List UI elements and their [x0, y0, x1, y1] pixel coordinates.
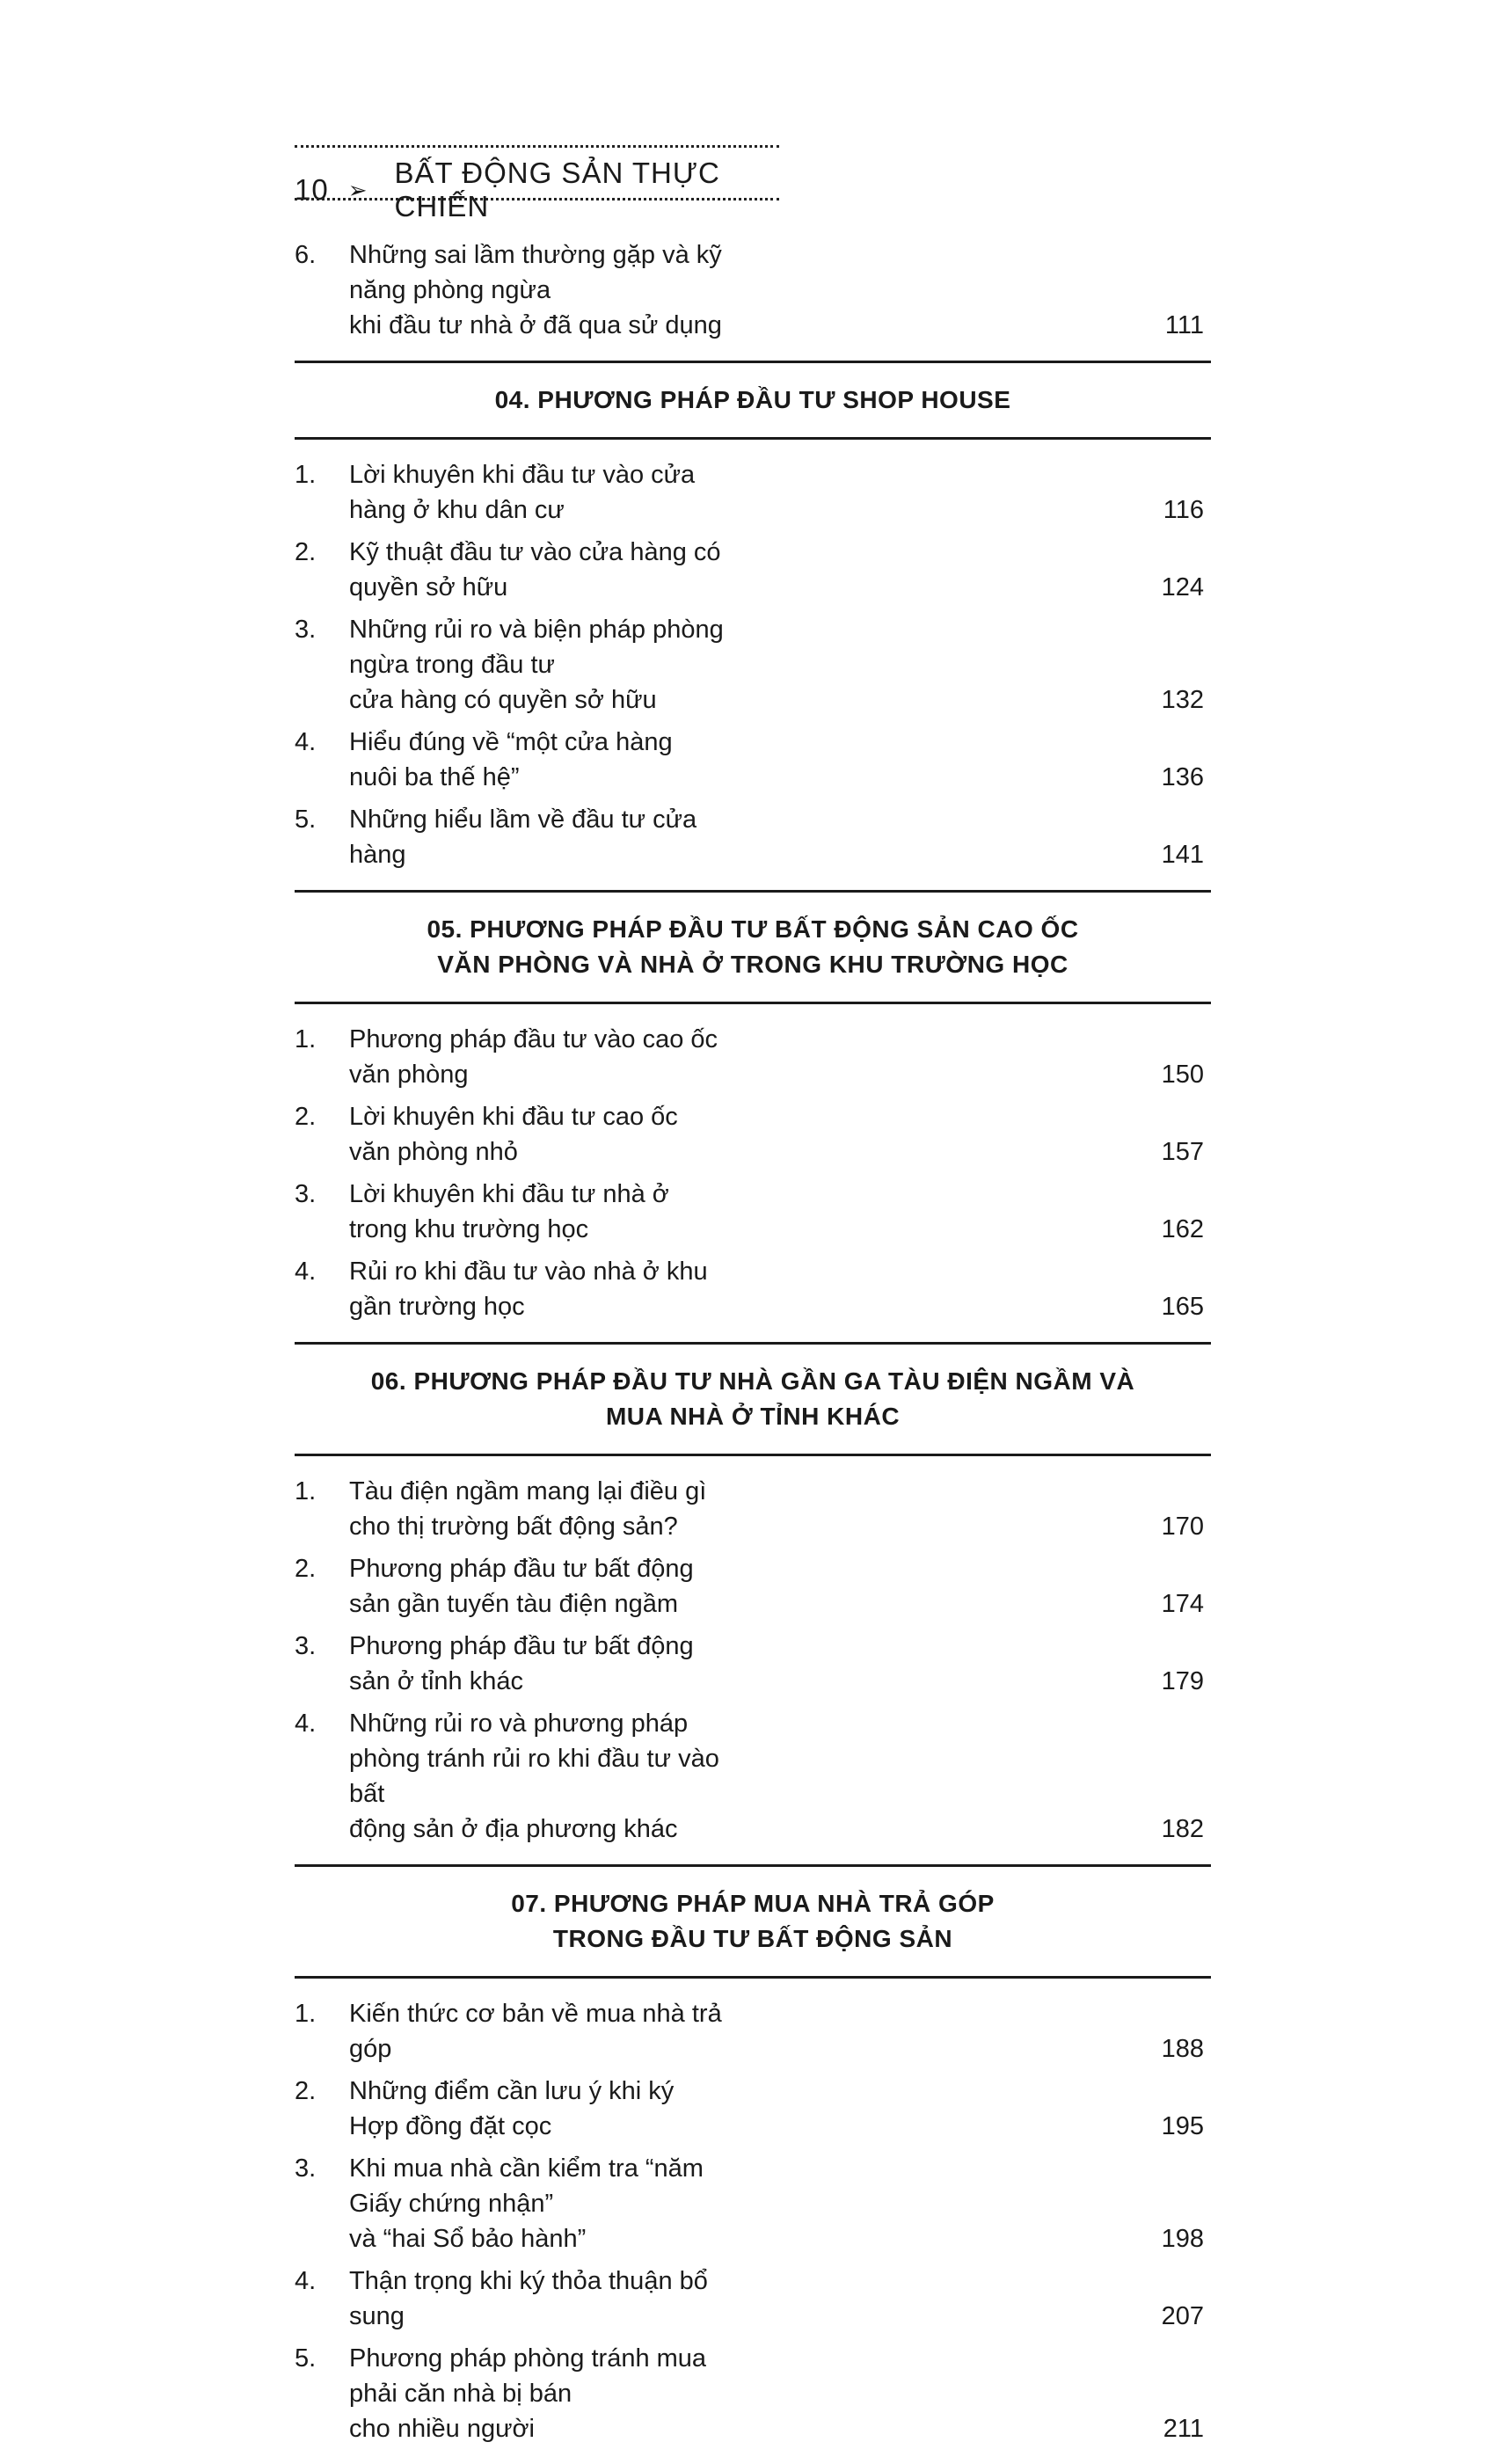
- header-divider: [295, 198, 779, 200]
- entry-number: 4.: [295, 1709, 317, 1738]
- entry-number: 3.: [295, 1632, 317, 1660]
- entry-title: [349, 1996, 750, 2067]
- intro-list: [295, 237, 1211, 361]
- entry-title-line: Phương pháp đầu tư bất động sản gần tuyến tàu điện ngầm: [349, 1555, 694, 1618]
- entry-title: [349, 802, 750, 872]
- chapter-divider: [295, 1342, 1211, 1345]
- toc-entry[interactable]: [295, 1551, 1211, 1622]
- entry-title: [349, 612, 750, 718]
- entry-page: 150: [1161, 1061, 1204, 1089]
- entry-page: 188: [1161, 2035, 1204, 2063]
- entry-title: [349, 1706, 750, 1847]
- chapter-title[interactable]: [295, 1364, 1211, 1434]
- toc-entry[interactable]: [295, 2341, 1211, 2446]
- entry-title-line: Phương pháp đầu tư bất động sản ở tỉnh khác: [349, 1632, 694, 1695]
- entry-number: 5.: [295, 806, 317, 834]
- entry-page: 124: [1161, 573, 1204, 601]
- entry-number: 1.: [295, 2000, 317, 2028]
- entry-title-line: Những hiểu lầm về đầu tư cửa hàng: [349, 806, 697, 869]
- entry-page: 165: [1161, 1293, 1204, 1321]
- entry-number: 3.: [295, 2154, 317, 2183]
- chapter-entries: [295, 1456, 1211, 1864]
- entry-page: 157: [1161, 1138, 1204, 1166]
- entry-page: 162: [1161, 1215, 1204, 1243]
- entry-title-line: Khi mua nhà cần kiểm tra “năm Giấy chứng nhận”: [349, 2154, 704, 2218]
- entry-page: 207: [1161, 2302, 1204, 2330]
- entry-title-line: Rủi ro khi đầu tư vào nhà ở khu gần trường học: [349, 1258, 708, 1321]
- entry-title: [349, 1474, 750, 1544]
- page-number: 10: [295, 173, 329, 206]
- entry-number: 6.: [295, 241, 317, 269]
- arrow-icon: ➢: [347, 176, 368, 203]
- entry-title-line: Những điểm cần lưu ý khi ký Hợp đồng đặt cọc: [349, 2077, 675, 2140]
- entry-title-line: và “hai Sổ bảo hành”: [349, 2225, 587, 2253]
- toc-entry[interactable]: [295, 1177, 1211, 1247]
- chapter-title[interactable]: [295, 912, 1211, 982]
- chapter-title-line: 05. PHƯƠNG PHÁP ĐẦU TƯ BẤT ĐỘNG SẢN CAO ỐC: [427, 915, 1079, 943]
- entry-title-line: cửa hàng có quyền sở hữu: [349, 686, 657, 714]
- entry-title: [349, 1099, 750, 1170]
- entry-number: 2.: [295, 538, 317, 566]
- toc-entry[interactable]: [295, 2074, 1211, 2144]
- chapter-entries: [295, 440, 1211, 890]
- entry-title: [349, 1254, 750, 1324]
- entry-title-line: cho nhiều người: [349, 2415, 535, 2443]
- entry-page: 132: [1161, 686, 1204, 714]
- entry-title: [349, 1629, 750, 1699]
- toc-entry[interactable]: [295, 457, 1211, 528]
- entry-page: 174: [1161, 1590, 1204, 1618]
- entry-title: [349, 1177, 750, 1247]
- chapter-entries: [295, 1004, 1211, 1342]
- entry-title: [349, 2074, 750, 2144]
- toc-entry[interactable]: [295, 1474, 1211, 1544]
- chapter-title[interactable]: [295, 383, 1211, 418]
- entry-number: 1.: [295, 1025, 317, 1053]
- entry-number: 2.: [295, 2077, 317, 2105]
- entry-title: [349, 2341, 750, 2446]
- entry-number: 4.: [295, 728, 317, 756]
- table-of-contents: [295, 237, 1211, 2464]
- entry-title-line: Tàu điện ngầm mang lại điều gì cho thị trường bất động sản?: [349, 1477, 707, 1541]
- toc-entry[interactable]: [295, 802, 1211, 872]
- chapter-title-line: 04. PHƯƠNG PHÁP ĐẦU TƯ SHOP HOUSE: [494, 386, 1011, 413]
- toc-entry[interactable]: [295, 237, 1211, 343]
- entry-number: 3.: [295, 616, 317, 644]
- entry-title: [349, 1022, 750, 1092]
- toc-entry[interactable]: [295, 1706, 1211, 1847]
- entry-title-line: khi đầu tư nhà ở đã qua sử dụng: [349, 311, 722, 339]
- chapter-title-line: TRONG ĐẦU TƯ BẤT ĐỘNG SẢN: [552, 1925, 953, 1952]
- chapter-entries: [295, 1979, 1211, 2464]
- toc-entry[interactable]: [295, 1996, 1211, 2067]
- entry-number: 4.: [295, 2267, 317, 2295]
- toc-entry[interactable]: [295, 1099, 1211, 1170]
- entry-title-line: Phương pháp đầu tư vào cao ốc văn phòng: [349, 1025, 718, 1089]
- chapter-divider: [295, 361, 1211, 363]
- toc-entry[interactable]: [295, 725, 1211, 795]
- toc-entry[interactable]: [295, 2264, 1211, 2334]
- chapter-divider: [295, 890, 1211, 893]
- entry-title: [349, 725, 750, 795]
- entry-title: [349, 2151, 750, 2256]
- book-title: BẤT ĐỘNG SẢN THỰC CHIẾN: [394, 157, 720, 222]
- entry-title-line: Những rủi ro và biện pháp phòng ngừa trong đầu tư: [349, 616, 724, 679]
- entry-title-line: Thận trọng khi ký thỏa thuận bổ sung: [349, 2267, 708, 2330]
- entry-page: 179: [1161, 1667, 1204, 1695]
- entry-number: 4.: [295, 1258, 317, 1286]
- entry-page: 198: [1161, 2225, 1204, 2253]
- entry-page: 182: [1161, 1815, 1204, 1843]
- entry-number: 5.: [295, 2344, 317, 2373]
- entry-page: 170: [1161, 1513, 1204, 1541]
- toc-entry[interactable]: [295, 1254, 1211, 1324]
- entry-page: 136: [1161, 763, 1204, 791]
- chapter-title[interactable]: [295, 1886, 1211, 1957]
- entry-title-line: động sản ở địa phương khác: [349, 1815, 678, 1843]
- entry-title-line: Phương pháp phòng tránh mua phải căn nhà bị bán: [349, 2344, 707, 2408]
- entry-page: 116: [1163, 496, 1204, 524]
- entry-number: 1.: [295, 1477, 317, 1505]
- entry-title: [349, 535, 750, 605]
- toc-entry[interactable]: [295, 1629, 1211, 1699]
- entry-page: 141: [1161, 841, 1204, 869]
- chapters-container: [295, 361, 1211, 2464]
- entry-number: 2.: [295, 1555, 317, 1583]
- entry-title-line: Kiến thức cơ bản về mua nhà trả góp: [349, 2000, 722, 2063]
- entry-title: [349, 237, 750, 343]
- toc-entry[interactable]: [295, 1022, 1211, 1092]
- chapter-title-line: VĂN PHÒNG VÀ NHÀ Ở TRONG KHU TRƯỜNG HỌC: [437, 951, 1068, 978]
- toc-entry[interactable]: [295, 2151, 1211, 2256]
- entry-page: 111: [1164, 311, 1204, 339]
- toc-entry[interactable]: [295, 535, 1211, 605]
- chapter-divider: [295, 1864, 1211, 1867]
- entry-page: 195: [1161, 2112, 1204, 2140]
- entry-title-line: Lời khuyên khi đầu tư vào cửa hàng ở khu dân cư: [349, 461, 696, 524]
- entry-title: [349, 1551, 750, 1622]
- entry-number: 2.: [295, 1103, 317, 1131]
- entry-title-line: Những sai lầm thường gặp và kỹ năng phòng ngừa: [349, 241, 722, 304]
- entry-title: [349, 457, 750, 528]
- entry-page: 211: [1163, 2415, 1204, 2443]
- entry-number: 1.: [295, 461, 317, 489]
- entry-title-line: Kỹ thuật đầu tư vào cửa hàng có quyền sở hữu: [349, 538, 721, 601]
- entry-title-line: Những rủi ro và phương pháp phòng tránh rủi ro khi đầu tư vào bất: [349, 1709, 719, 1808]
- chapter-title-line: MUA NHÀ Ở TỈNH KHÁC: [605, 1403, 901, 1430]
- entry-title-line: Lời khuyên khi đầu tư cao ốc văn phòng nhỏ: [349, 1103, 678, 1166]
- running-header: [295, 145, 779, 223]
- entry-title-line: Lời khuyên khi đầu tư nhà ở trong khu trường học: [349, 1180, 669, 1243]
- chapter-title-line: 06. PHƯƠNG PHÁP ĐẦU TƯ NHÀ GẦN GA TÀU ĐIỆN NGẦM VÀ: [370, 1367, 1135, 1395]
- entry-title: [349, 2264, 750, 2334]
- entry-number: 3.: [295, 1180, 317, 1208]
- entry-title-line: Hiểu đúng về “một cửa hàng nuôi ba thế hệ”: [349, 728, 673, 791]
- toc-entry[interactable]: [295, 612, 1211, 718]
- chapter-title-line: 07. PHƯƠNG PHÁP MUA NHÀ TRẢ GÓP: [511, 1890, 995, 1917]
